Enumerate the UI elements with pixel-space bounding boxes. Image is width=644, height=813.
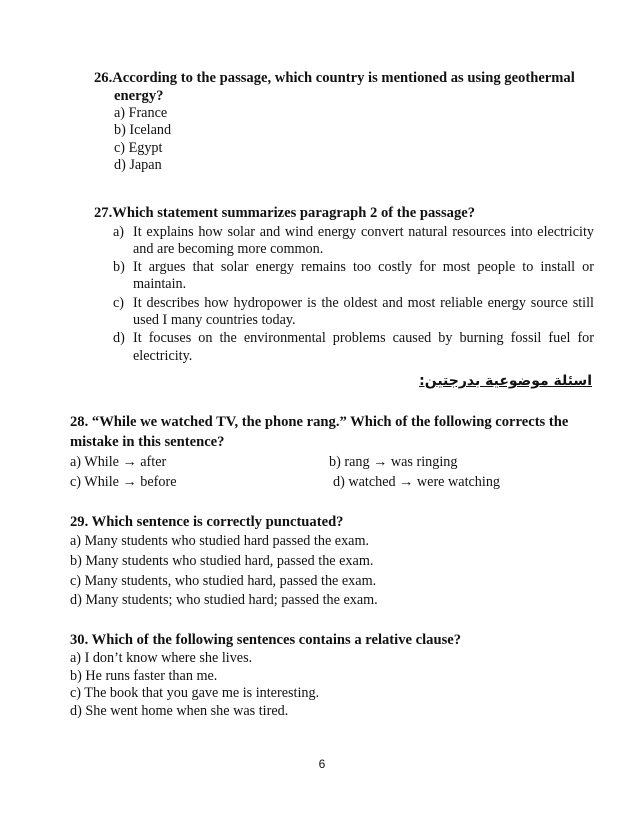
question-28-stem: 28. “While we watched TV, the phone rang.” Which of the following corrects the [70, 414, 569, 430]
question-27-option-d [94, 330, 594, 365]
question-29-stem: 29. Which sentence is correctly punctuated? [70, 514, 344, 530]
question-29-option-b: b) Many students who studied hard, passed the exam. [70, 552, 374, 569]
question-28 [70, 412, 590, 492]
option-label: a) [113, 223, 125, 240]
question-26 [94, 70, 604, 174]
question-30-stem: 30. Which of the following sentences contains a relative clause? [70, 632, 462, 648]
question-28-option-d: d) watched → were watching [333, 474, 501, 490]
question-28-options-row-1 [70, 452, 590, 472]
question-28-option-c: c) While → before [70, 474, 177, 490]
section-heading: اسئلة موضوعية بدرجتين: [419, 373, 592, 389]
question-28-stem-continued: mistake in this sentence? [70, 434, 225, 450]
question-28-option-b: b) rang → was ringing [329, 454, 458, 470]
option-label: d) [113, 330, 125, 347]
page-number: 6 [318, 757, 326, 771]
question-27-stem: 27.Which statement summarizes paragraph 2 of the passage? [94, 205, 476, 221]
question-27-option-a [94, 224, 594, 259]
question-30-option-d: d) She went home when she was tired. [70, 702, 289, 719]
question-30-option-c: c) The book that you gave me is interesting. [70, 685, 320, 701]
question-29-option-c: c) Many students, who studied hard, passed the exam. [70, 572, 377, 589]
question-26-option-c: c) Egypt [114, 139, 163, 156]
option-text: It explains how solar and wind energy convert natural resources into electricity and are becoming more common. [133, 223, 594, 257]
question-26-stem-continued: energy? [114, 87, 164, 104]
question-26-stem: 26.According to the passage, which country is mentioned as using geothermal [94, 70, 575, 86]
question-29 [70, 513, 590, 611]
option-text: It describes how hydropower is the oldest and most reliable energy source still used I many countries today. [133, 294, 594, 328]
question-27-option-c [94, 295, 594, 330]
question-29-option-d: d) Many students; who studied hard; passed the exam. [70, 592, 378, 609]
option-text: It argues that solar energy remains too costly for most people to install or maintain. [133, 259, 594, 293]
question-26-option-a: a) France [114, 105, 168, 121]
question-27-options [94, 224, 594, 365]
question-29-option-a: a) Many students who studied hard passed the exam. [70, 533, 370, 549]
question-30-option-a: a) I don’t know where she lives. [70, 650, 253, 666]
question-26-option-b: b) Iceland [114, 122, 172, 139]
option-text: It focuses on the environmental problems caused by burning fossil fuel for electricity. [133, 330, 594, 364]
question-28-options-row-2 [70, 472, 590, 492]
question-26-option-d: d) Japan [114, 156, 162, 173]
question-30 [70, 631, 590, 720]
question-28-option-a: a) While → after [70, 454, 167, 470]
question-27-option-b [94, 259, 594, 294]
option-label: c) [113, 294, 125, 311]
question-30-option-b: b) He runs faster than me. [70, 667, 218, 684]
option-label: b) [113, 259, 125, 276]
question-27 [94, 205, 594, 365]
